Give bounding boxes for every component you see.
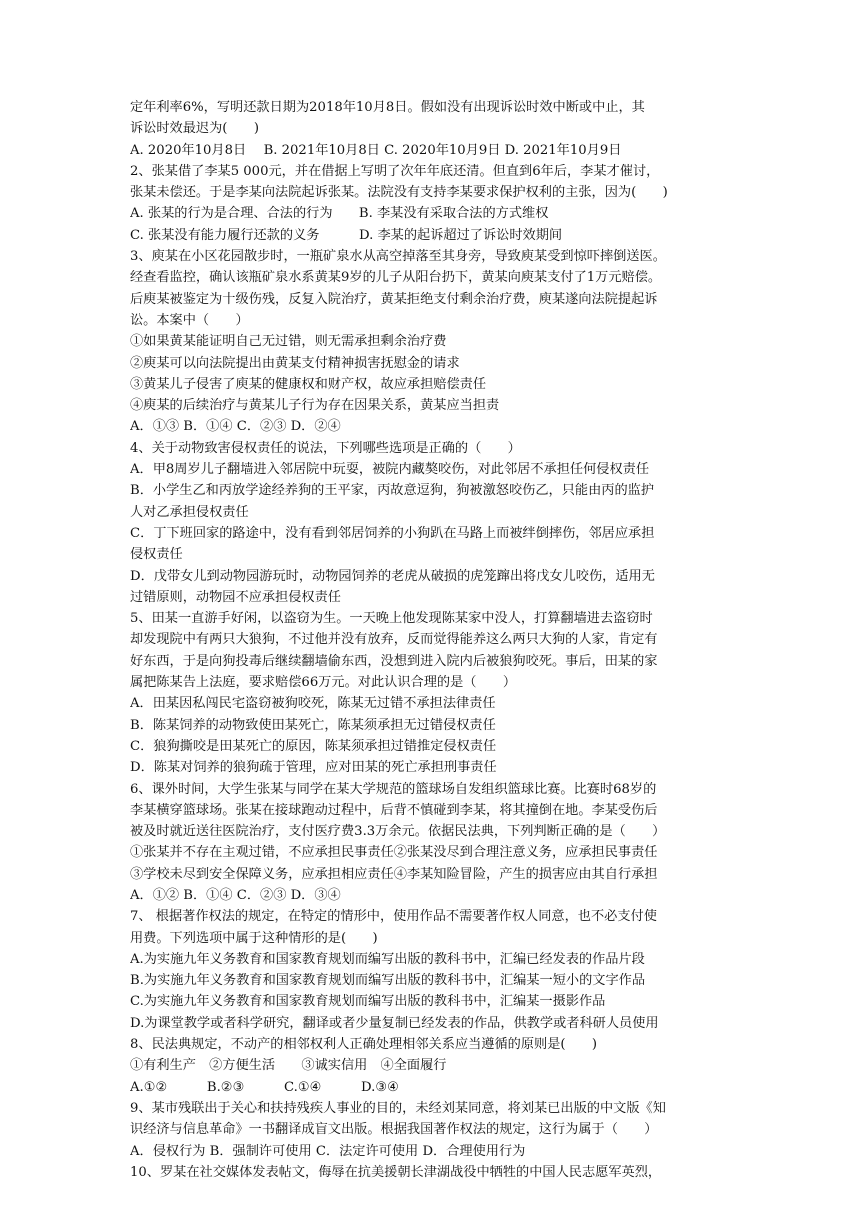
text-line: 人对乙承担侵权责任 [130, 504, 249, 520]
text-line: 后庾某被鉴定为十级伤残，反复入院治疗，黄某拒绝支付剩余治疗费，庾某遂向法院提起诉 [130, 291, 658, 307]
text-line: 被及时就近送往医院治疗，支付医疗费3.3万余元。依据民法典，下列判断正确的是（ ） [130, 824, 666, 840]
text-line: A.①② B.②③ C.①④ D.③④ [130, 1079, 399, 1095]
text-line: D.为课堂教学或者科学研究，翻译或者少量复制已经发表的作品，供教学或者科研人员使用 [130, 1015, 659, 1031]
text-line: 经查看监控，确认该瓶矿泉水系黄某9岁的儿子从阳台扔下，黄某向庾某支付了1万元赔偿。 [130, 270, 662, 286]
text-line: ③学校未尽到安全保障义务，应承担相应责任④李某知险冒险，产生的损害应由其自行承担 [130, 866, 658, 882]
text-line: 属把陈某告上法庭，要求赔偿66万元。对此认识合理的是（ ） [130, 675, 517, 691]
text-line: B．陈某饲养的动物致使田某死亡，陈某须承担无过错侵权责任 [130, 717, 496, 733]
text-line: 5、田某一直游手好闲，以盗窃为生。一天晚上他发现陈某家中没人，打算翻墙进去盗窃时 [130, 611, 653, 627]
text-line: 用费。下列选项中属于这种情形的是( ) [130, 930, 378, 946]
text-line: A．①③ B．①④ C．②③ D．②④ [130, 419, 341, 435]
text-line: C．丁下班回家的路途中，没有看到邻居饲养的小狗趴在马路上而被绊倒摔伤，邻居应承担 [130, 525, 655, 541]
text-line: 却发现院中有两只大狼狗，不过他并没有放弃，反而觉得能养这么两只大狗的人家，肯定有 [130, 632, 658, 648]
text-line: ①张某并不存在主观过错，不应承担民事责任②张某没尽到合理注意义务，应承担民事责任 [130, 845, 658, 861]
text-line: 侵权责任 [130, 547, 183, 563]
text-line: 10、罗某在社交媒体发表帖文，侮辱在抗美援朝长津湖战役中牺牲的中国人民志愿军英烈， [130, 1164, 662, 1180]
text-line: 2、张某借了李某5 000元，并在借据上写明了次年年底还清。但直到6年后，李某才催讨， [130, 163, 660, 179]
text-line: 8、民法典规定，不动产的相邻权利人正确处理相邻关系应当遵循的原则是( ) [130, 1037, 598, 1053]
text-line: A.为实施九年义务教育和国家教育规划而编写出版的教科书中，汇编已经发表的作品片段 [130, 951, 645, 967]
text-line: C．狼狗撕咬是田某死亡的原因，陈某须承担过错推定侵权责任 [130, 738, 497, 754]
text-line: 讼。本案中（ ） [130, 312, 249, 328]
document-page [130, 97, 730, 1183]
text-line: C. 张某没有能力履行还款的义务 D. 李某的起诉超过了诉讼时效期间 [130, 227, 563, 243]
text-line: 过错原则，动物园不应承担侵权责任 [130, 589, 341, 605]
text-line: 诉讼时效最迟为( ) [130, 121, 259, 137]
text-line: ②庾某可以向法院提出由黄某支付精神损害抚慰金的请求 [130, 355, 460, 371]
text-line: A. 2020年10月8日 B. 2021年10月8日 C. 2020年10月9日 D. 2021年10月9日 [130, 142, 622, 158]
text-line: 9、某市残联出于关心和扶持残疾人事业的目的，未经刘某同意，将刘某已出版的中文版《知 [130, 1100, 666, 1116]
text-line: A．甲8周岁儿子翻墙进入邻居院中玩耍，被院内藏獒咬伤，对此邻居不承担任何侵权责任 [130, 462, 650, 478]
text-line: D．陈某对饲养的狼狗疏于管理，应对田某的死亡承担刑事责任 [130, 760, 497, 776]
text-line: B．小学生乙和丙放学途经养狗的王平家，丙故意逗狗，狗被激怒咬伤乙，只能由丙的监护 [130, 483, 654, 499]
text-line: ①如果黄某能证明自己无过错，则无需承担剩余治疗费 [130, 334, 447, 350]
text-line: 好东西，于是向狗投毒后继续翻墙偷东西，没想到进入院内后被狼狗咬死。事后，田某的家 [130, 653, 658, 669]
text-line: ③黄某儿子侵害了庾某的健康权和财产权，故应承担赔偿责任 [130, 376, 487, 392]
text-line: C.为实施九年义务教育和国家教育规划而编写出版的教科书中，汇编某一摄影作品 [130, 994, 606, 1010]
text-line: ④庾某的后续治疗与黄某儿子行为存在因果关系，黄某应当担责 [130, 398, 500, 414]
text-line: D．戊带女儿到动物园游玩时，动物园饲养的老虎从破损的虎笼蹿出将戊女儿咬伤，适用无 [130, 568, 655, 584]
text-line: 定年利率6%，写明还款日期为2018年10月8日。假如没有出现诉讼时效中断或中止，其 [130, 100, 645, 115]
text-line: A．田某因私闯民宅盗窃被狗咬死，陈某无过错不承担法律责任 [130, 696, 496, 712]
text-line: A．①② B．①④ C．②③ D．③④ [130, 887, 341, 903]
text-line: 7、 根据著作权法的规定，在特定的情形中，使用作品不需要著作权人同意，也不必支付使 [130, 909, 657, 925]
text-line: 6、课外时间，大学生张某与同学在某大学规范的篮球场自发组织篮球比赛。比赛时68岁的 [130, 781, 657, 797]
text-line: A．侵权行为 B．强制许可使用 C．法定许可使用 D．合理使用行为 [130, 1143, 526, 1159]
text-line: 3、庾某在小区花园散步时，一瓶矿泉水从高空掉落至其身旁，导致庾某受到惊吓摔倒送医。 [130, 249, 666, 265]
text-line: ①有利生产 ②方便生活 ③诚实信用 ④全面履行 [130, 1058, 447, 1074]
text-line: 李某横穿篮球场。张某在接球跑动过程中，后背不慎碰到李某，将其撞倒在地。李某受伤后 [130, 802, 658, 818]
text-line: A. 张某的行为是合理、合法的行为 B. 李某没有采取合法的方式维权 [130, 206, 549, 222]
text-line: 识经济与信息革命》一书翻译成盲文出版。根据我国著作权法的规定，这行为属于（ ） [130, 1122, 658, 1138]
text-line: 4、关于动物致害侵权责任的说法，下列哪些选项是正确的（ ） [130, 440, 521, 456]
text-line: B.为实施九年义务教育和国家教育规划而编写出版的教科书中，汇编某一短小的文字作品 [130, 973, 646, 989]
text-line: 张某未偿还。于是李某向法院起诉张某。法院没有支持李某要求保护权利的主张，因为( ) [130, 185, 668, 201]
